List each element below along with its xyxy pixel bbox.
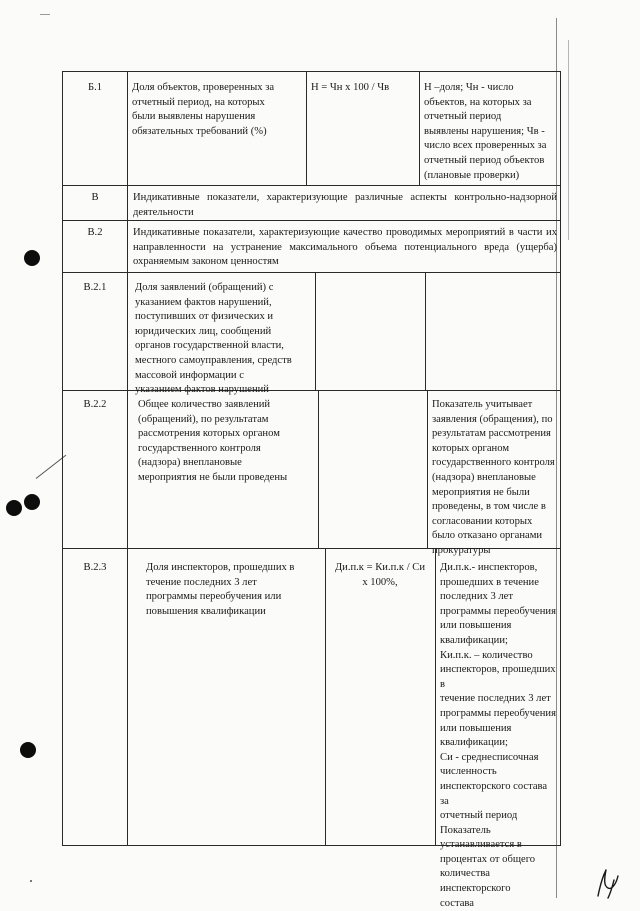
table-border [315,272,316,390]
table-border [318,390,319,548]
row-formula: Ди.п.к = Ки.п.к / Си х 100%, [334,562,426,588]
table-border [62,71,560,72]
table-border [127,71,128,846]
table-border [62,272,560,273]
table-border [435,548,436,845]
table-border [325,548,326,845]
row-name: Доля инспекторов, прошедших в течение последних 3 лет программы переобучения или повышения квалификации [146,562,295,617]
row-formula: Н = Чн х 100 / Чв [311,82,390,93]
row-name: Доля заявлений (обращений) с указанием фактов нарушений, поступивших от физических и юридических лиц, сообщений органов государственной власти, местного самоуправления, средств массовой информации с указанием фактов нарушений [135,282,292,396]
row-code: В.2.2 [83,399,107,410]
row-code: В.2 [87,227,103,238]
punch-hole [20,742,36,758]
table-border [427,390,428,548]
punch-hole [24,250,40,266]
table-border [62,185,560,186]
row-merged-text: Индикативные показатели, характеризующие качество проводимых мероприятий в части их направленности на устранение максимального объема потенциального вреда (ущерба) охраняемым законом ценностям [133,227,557,268]
row-comment: Н –доля; Чн - число объектов, на которых за отчетный период выявлены нарушения; Чв - число всех проверенных за отчетный период объектов (плановые проверки) [424,82,547,181]
row-name: Доля объектов, проверенных за отчетный период, на которых были выявлены нарушения обязательных требований (%) [132,82,275,137]
scan-edge-mark [30,880,32,882]
row-comment: Ди.п.к.- инспекторов, прошедших в течение последних 3 лет программы переобучения или повышения квалификации; Ки.п.к. – количество инспекторов, прошедших в течение последних 3 лет программы переобучения или повышения квалификации; Си - среднесписочная численность инспекторского состава за отчетный период Показатель устанавливается в процентах от общего количества инспекторского состава [440,562,556,909]
table-border [560,71,561,846]
table-border [306,71,307,185]
row-merged-text: Индикативные показатели, характеризующие различные аспекты контрольно-надзорной деятельности [133,192,557,218]
row-code: Б.1 [87,82,103,93]
handwritten-signature [592,866,622,900]
table-border [62,71,63,846]
scan-edge-line [568,40,569,240]
row-code: В.2.1 [83,282,107,293]
scan-edge-mark [40,14,50,15]
row-code: В.2.3 [83,562,107,573]
punch-hole [6,500,22,516]
table-border [425,272,426,390]
row-name: Общее количество заявлений (обращений), по результатам рассмотрения которых органом государственного контроля (надзора) внеплановые мероприятия не были проведены [138,399,288,483]
row-code: В [91,192,99,203]
punch-hole [24,494,40,510]
row-comment: Показатель учитывает заявления (обращения), по результатам рассмотрения которых органом государственного контроля (надзора) внеплановые мероприятия не были проведены, в том числе в согласовании которых было отказано органами прокуратуры [432,399,555,556]
table-border [419,71,420,185]
